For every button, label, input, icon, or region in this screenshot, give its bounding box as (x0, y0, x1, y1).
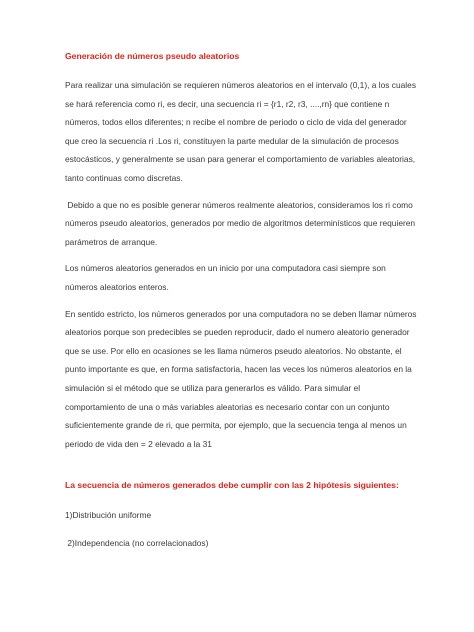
paragraph-line: comportamiento de una o más variables aleatorias es necesario contar con un conjunto (65, 401, 390, 412)
paragraph-line: Para realizar una simulación se requieren números aleatorios en el intervalo (0,1), a los cuales (65, 80, 417, 90)
section-spacer (65, 461, 415, 479)
paragraph-2 (65, 196, 415, 252)
list-item: 1)Distribución uniforme (65, 510, 152, 521)
paragraph-line: números aleatorios enteros. (65, 281, 169, 292)
paragraph-line: suficientemente grande de ri, que permita, por ejemplo, que la secuencia tenga al menos un (65, 420, 407, 431)
paragraph-line: En sentido estricto, los números generados por una computadora no se deben llamar números (65, 308, 417, 319)
paragraph-line: números, todos ellos diferentes; n recibe el nombre de periodo o ciclo de vida del generador (65, 117, 407, 128)
paragraph-line: simulación si el método que se utiliza para generarlos es válido. Para simular el (65, 382, 361, 393)
paragraph-line: se hará referencia como ri, es decir, una secuencia ri = {r1, r2, r3, ....,rn} que contiene n (65, 98, 390, 109)
paragraph-1 (65, 76, 415, 188)
paragraph-line: tanto continuas como discretas. (65, 172, 183, 183)
paragraph-line: periodo de vida den = 2 elevado a la 31 (65, 438, 212, 449)
paragraph-line: parámetros de arranque. (65, 236, 158, 247)
paragraph-line: Debido a que no es posible generar números realmente aleatorios, consideramos los ri como (65, 199, 413, 210)
paragraph-line: números pseudo aleatorios, generados por medio de algoritmos determinísticos que requieren (65, 218, 416, 229)
list-item: 2)Independencia (no correlacionados) (65, 538, 209, 549)
document-content (65, 50, 415, 565)
section-heading: Generación de números pseudo aleatorios (65, 51, 240, 61)
paragraph-3 (65, 259, 415, 296)
paragraph-line: punto importante es que, en forma satisfactoria, hacen las veces los números aleatorios en la (65, 364, 412, 375)
paragraph-line: Los números aleatorios generados en un inicio por una computadora casi siempre son (65, 263, 386, 274)
hypotheses-heading: La secuencia de números generados debe cumplir con las 2 hipótesis siguientes: (65, 480, 399, 491)
paragraph-line: que se use. Por ello en ocasiones se les llama números pseudo aleatorios. No obstante, el (65, 345, 402, 356)
paragraph-line: estocásticos, y generalmente se usan para generar el comportamiento de variables aleatorias, (65, 154, 416, 165)
paragraph-4 (65, 305, 415, 454)
paragraph-line: que creo la secuencia ri .Los ri, constituyen la parte medular de la simulación de procesos (65, 135, 399, 146)
paragraph-line: aleatorios porque son predecibles se pueden reproducir, dado el numero aleatorio generador (65, 327, 410, 338)
